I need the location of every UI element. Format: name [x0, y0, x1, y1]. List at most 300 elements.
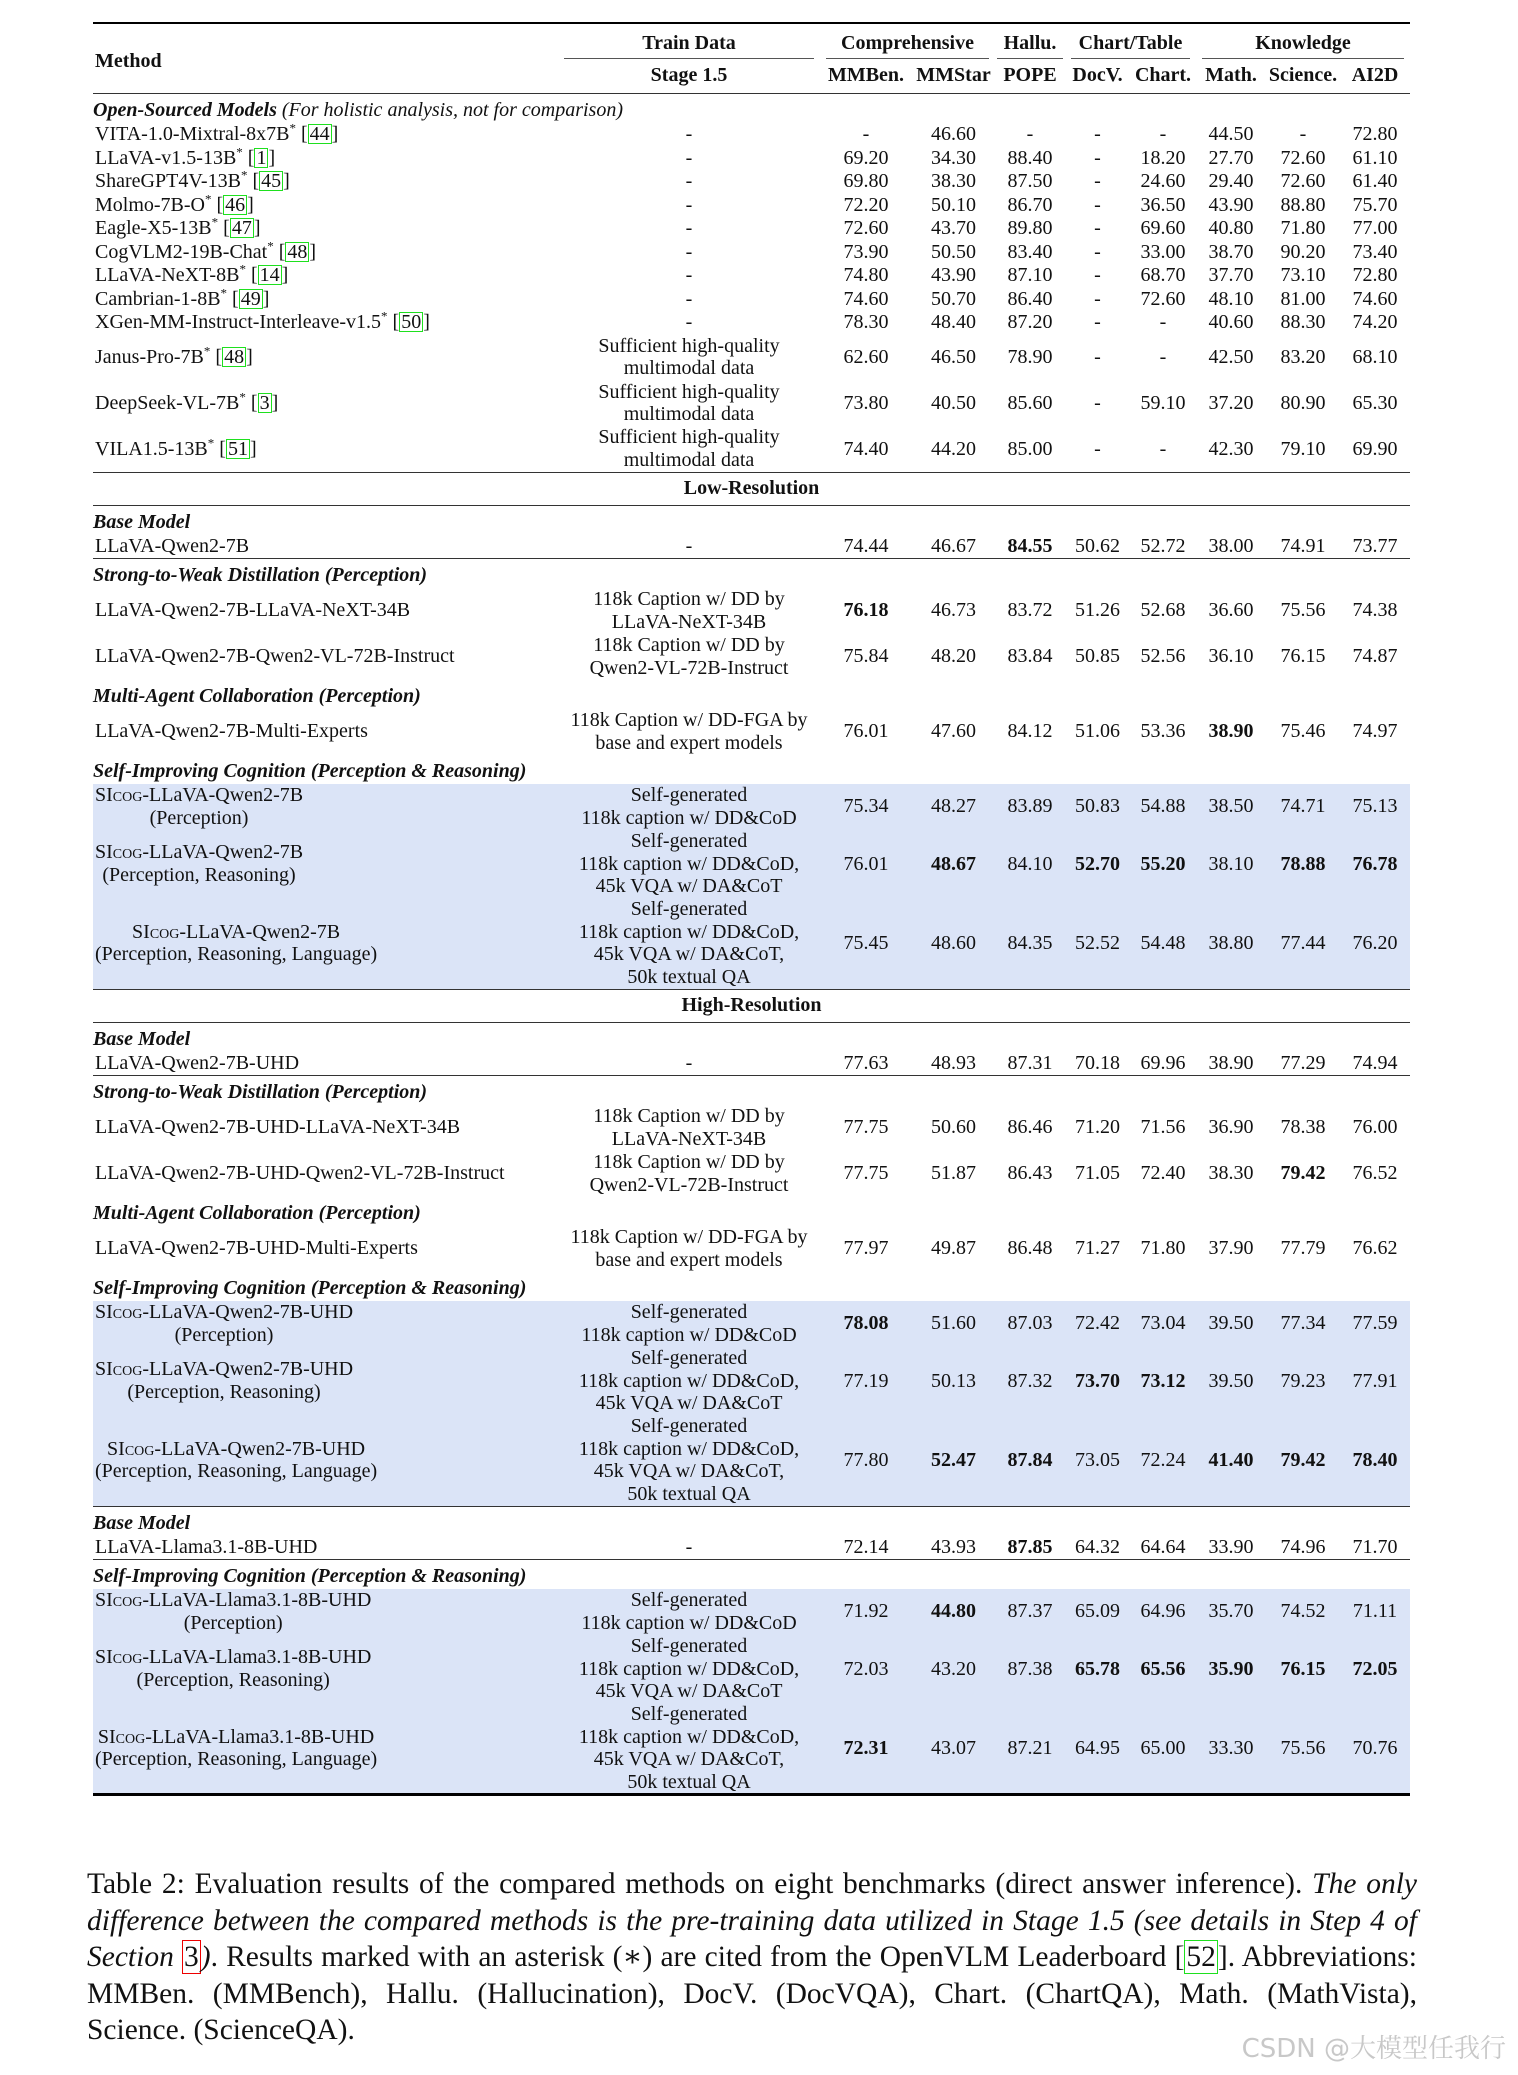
train-data-line: -: [685, 287, 693, 310]
score-mmben: 62.60: [843, 345, 889, 368]
method-name: [95, 438, 208, 461]
score-science: 90.20: [1280, 240, 1326, 263]
method-name-line: LLaVA-v1.5-13B: [95, 146, 237, 169]
score-mmstar: 48.40: [931, 311, 976, 333]
score-mmben: 72.14: [820, 1536, 912, 1560]
score-ai2d: 76.52: [1352, 1162, 1398, 1185]
score-math: 42.30: [1196, 426, 1266, 472]
train-data-line: 50k textual QA: [627, 965, 751, 988]
score-ai2d: 77.00: [1352, 217, 1398, 239]
score-math: 36.60: [1208, 599, 1254, 622]
table-row: [93, 334, 1410, 380]
score-mmstar: 43.20: [912, 1635, 995, 1704]
score-mmben: 74.44: [820, 535, 912, 559]
train-data-cell: [558, 193, 820, 217]
score-science: 79.42: [1266, 1415, 1340, 1506]
score-chart: 64.96: [1130, 1589, 1196, 1635]
group-title: Multi-Agent Collaboration (Perception): [93, 685, 421, 707]
method-variant: (Perception): [149, 806, 249, 829]
table-row: [93, 634, 1410, 680]
train-data-line: -: [685, 264, 693, 286]
score-docv: 50.85: [1075, 645, 1120, 668]
score-math: 38.90: [1208, 720, 1254, 743]
score-math: 41.40: [1196, 1415, 1266, 1506]
group-title: Strong-to-Weak Distillation (Perception): [93, 564, 428, 586]
score-docv: 50.62: [1065, 535, 1130, 559]
score-science: 78.38: [1280, 1116, 1326, 1139]
score-chart: 36.50: [1140, 193, 1186, 216]
group-title-row: [93, 93, 1410, 123]
score-pope: 83.72: [1007, 599, 1053, 622]
score-ai2d: 74.87: [1352, 645, 1398, 668]
score-mmben: 77.80: [820, 1415, 912, 1506]
score-docv: 73.70: [1065, 1347, 1130, 1416]
score-pope: 86.48: [1007, 1237, 1053, 1260]
train-data-line: 118k caption w/ DD&CoD: [581, 1611, 797, 1634]
column-header: MMBen.: [820, 59, 912, 94]
score-docv: 71.20: [1075, 1116, 1120, 1139]
group-title: Self-Improving Cognition (Perception & Reasoning): [93, 760, 527, 782]
table-row: [93, 426, 1410, 472]
score-docv: -: [1094, 217, 1101, 239]
train-data-line: 118k Caption w/ DD by: [593, 1105, 785, 1127]
score-science: 76.15: [1266, 1635, 1340, 1704]
citation-link[interactable]: 14: [259, 264, 280, 286]
score-science: 72.60: [1280, 170, 1326, 192]
train-data-line: Qwen2-VL-72B-Instruct: [589, 1173, 789, 1196]
score-mmstar: 48.60: [912, 898, 995, 989]
score-math: 38.80: [1196, 898, 1266, 989]
method-cell: [93, 709, 558, 755]
score-science: 83.20: [1280, 345, 1326, 368]
group-title-cell: [93, 1075, 1410, 1105]
score-mmben: 78.08: [820, 1301, 912, 1347]
method-name: [95, 264, 239, 287]
score-ai2d: 65.30: [1352, 391, 1398, 414]
method-name: [95, 123, 289, 146]
score-math: 40.80: [1208, 217, 1254, 239]
train-data-line: multimodal data: [623, 448, 755, 471]
train-data-cell: [558, 1347, 820, 1416]
sicog-smallcaps: cog: [112, 1301, 143, 1323]
train-data-line: 45k VQA w/ DA&CoT,: [593, 1460, 785, 1483]
method-name: [95, 1726, 377, 1771]
train-data-line: Sufficient high-quality: [598, 426, 780, 449]
score-pope: 87.50: [1007, 170, 1053, 192]
score-chart: 72.24: [1130, 1415, 1196, 1506]
method-cell: [93, 535, 558, 559]
score-mmstar: 50.60: [931, 1116, 976, 1139]
train-data-cell: [558, 311, 820, 335]
score-chart: -: [1159, 345, 1167, 368]
train-data-line: 118k caption w/ DD&CoD: [581, 806, 797, 829]
method-name-line: Molmo-7B-O: [95, 193, 205, 216]
table-row: [93, 1151, 1410, 1197]
method-cell: DeepSeek-VL-7B* [ 3 ]: [95, 389, 279, 414]
score-docv: 51.06: [1075, 720, 1120, 743]
group-title-row: [93, 558, 1410, 588]
score-ai2d: 61.10: [1352, 146, 1398, 169]
score-mmstar: 38.30: [931, 170, 976, 192]
score-mmstar: 48.67: [912, 830, 995, 899]
score-docv: 64.32: [1065, 1536, 1130, 1560]
train-data-line: 118k caption w/ DD&CoD,: [578, 1657, 800, 1680]
score-math: 38.50: [1196, 784, 1266, 830]
method-cell: Molmo-7B-O* [ 46 ]: [95, 190, 254, 216]
group-title: Self-Improving Cognition (Perception & Reasoning): [93, 1565, 527, 1587]
score-mmstar: 44.80: [912, 1589, 995, 1635]
score-pope: 85.00: [995, 426, 1065, 472]
sicog-smallcaps: cog: [124, 1437, 155, 1460]
asterisk-marker: *: [236, 143, 243, 159]
score-pope: 84.10: [995, 830, 1065, 899]
asterisk-marker: *: [203, 343, 211, 359]
train-data-line: -: [685, 123, 693, 145]
group-title-cell: [93, 1559, 1410, 1589]
method-name-line: XGen-MM-Instruct-Interleave-v1.5: [95, 311, 382, 333]
train-data-cell: [558, 123, 820, 147]
train-data-line: -: [685, 240, 693, 263]
score-mmben: 78.30: [843, 311, 889, 333]
method-name-line: SIcog-LLaVA-Llama3.1-8B-UHD: [97, 1725, 375, 1748]
score-pope: 87.03: [995, 1301, 1065, 1347]
method-cell: [93, 1415, 558, 1506]
section-band-row: [93, 989, 1410, 1022]
method-name: [95, 1052, 299, 1075]
table-row: [93, 1589, 1410, 1635]
method-name-line: SIcog-LLaVA-Llama3.1-8B-UHD: [95, 1589, 372, 1611]
train-data-line: 45k VQA w/ DA&CoT,: [593, 943, 785, 966]
train-data-line: multimodal data: [623, 403, 755, 425]
citation-link[interactable]: 44: [309, 123, 330, 145]
method-cell: [93, 784, 558, 830]
score-mmstar: 49.87: [931, 1237, 976, 1260]
method-cell: ShareGPT4V-13B* [ 45 ]: [95, 167, 290, 192]
train-data-cell: [558, 426, 820, 472]
train-data-line: base and expert models: [595, 731, 783, 754]
citation-link[interactable]: 45: [261, 170, 282, 192]
method-name: [95, 288, 221, 311]
method-name-line: LLaVA-Qwen2-7B-UHD: [95, 1051, 300, 1074]
citation-link[interactable]: 3: [259, 391, 270, 414]
train-data-cell: [558, 1703, 820, 1795]
method-cell: VITA-1.0-Mixtral-8x7B* [ 44 ]: [95, 120, 339, 145]
method-name-line: LLaVA-Qwen2-7B: [95, 534, 250, 557]
method-name: [95, 392, 239, 415]
score-mmben: 75.84: [843, 645, 889, 668]
score-chart: 52.56: [1140, 645, 1186, 668]
score-mmben: 71.92: [820, 1589, 912, 1635]
score-math: 43.90: [1208, 193, 1254, 216]
group-title-cell: [93, 680, 1410, 709]
score-docv: -: [1094, 170, 1101, 192]
citation-link[interactable]: 49: [240, 287, 261, 310]
score-science: 74.96: [1266, 1536, 1340, 1560]
score-mmstar: 40.50: [931, 391, 976, 414]
score-chart: 18.20: [1140, 146, 1186, 169]
score-science: 77.29: [1266, 1052, 1340, 1076]
score-pope: 84.55: [995, 535, 1065, 559]
table-header: [93, 23, 1410, 93]
method-name-line: Janus-Pro-7B: [95, 345, 204, 368]
table-row: [93, 1536, 1410, 1560]
score-math: 35.90: [1196, 1635, 1266, 1704]
method-name-line: DeepSeek-VL-7B: [95, 391, 240, 414]
citation-link[interactable]: 52: [1186, 1941, 1216, 1973]
score-math: 38.00: [1196, 535, 1266, 559]
method-cell: XGen-MM-Instruct-Interleave-v1.5* [ 50 ]: [95, 308, 430, 333]
group-title-row: [93, 680, 1410, 709]
train-data-line: 45k VQA w/ DA&CoT: [595, 875, 783, 897]
table-caption: [87, 1866, 1417, 2049]
train-data-cell: [558, 1301, 820, 1347]
column-header: Math.: [1196, 59, 1266, 94]
train-data-cell: [558, 1052, 820, 1076]
train-data-line: -: [685, 193, 693, 216]
score-pope: 87.31: [995, 1052, 1065, 1076]
group-title-cell: [93, 93, 1410, 123]
method-name-line: VILA1.5-13B: [95, 437, 208, 460]
score-pope: 83.89: [995, 784, 1065, 830]
score-mmstar: 50.13: [912, 1347, 995, 1416]
train-data-line: Self-generated: [630, 898, 748, 921]
train-data-cell: [558, 1226, 820, 1272]
asterisk-marker: *: [239, 261, 246, 277]
method-variant: (Perception, Reasoning, Language): [95, 943, 378, 966]
train-data-cell: [558, 1415, 820, 1506]
score-pope: 86.70: [1007, 193, 1053, 216]
score-docv: -: [1094, 311, 1101, 333]
group-header-hallu: [995, 23, 1065, 59]
score-chart: 54.48: [1130, 898, 1196, 989]
score-science: 74.71: [1266, 784, 1340, 830]
score-docv: -: [1094, 391, 1101, 414]
method-cell: LLaVA-v1.5-13B* [ 1 ]: [95, 143, 276, 169]
score-chart: 24.60: [1140, 170, 1186, 192]
method-name: [95, 346, 204, 369]
group-title-row: [93, 1506, 1410, 1536]
train-data-cell: [558, 287, 820, 311]
table-row: [93, 217, 1410, 241]
group-header-label: Knowledge: [1202, 32, 1404, 59]
score-math: 37.70: [1208, 264, 1254, 286]
citation-link[interactable]: 51: [227, 437, 248, 460]
score-math: 38.70: [1208, 240, 1254, 263]
score-mmstar: 48.20: [931, 645, 976, 668]
train-data-line: 118k caption w/ DD&CoD,: [578, 1369, 800, 1392]
group-title-cell: [93, 505, 1410, 535]
score-docv: 71.05: [1075, 1162, 1120, 1185]
score-science: 81.00: [1280, 287, 1326, 310]
sicog-smallcaps: cog: [115, 1725, 146, 1748]
score-pope: 87.32: [995, 1347, 1065, 1416]
method-name-line: LLaVA-Qwen2-7B-UHD-Multi-Experts: [95, 1237, 418, 1260]
section-band-row: [93, 472, 1410, 505]
method-name-line: SIcog-LLaVA-Qwen2-7B-UHD: [95, 1358, 354, 1381]
group-title: Base Model: [93, 1512, 191, 1534]
method-name: [95, 1301, 353, 1346]
score-mmben: 74.60: [843, 287, 889, 310]
train-data-cell: [558, 264, 820, 288]
score-docv: -: [1094, 345, 1101, 368]
method-name-line: SIcog-LLaVA-Qwen2-7B: [132, 920, 341, 943]
score-ai2d: 71.70: [1340, 1536, 1410, 1560]
citation-link[interactable]: 1: [256, 146, 267, 169]
train-data-line: Self-generated: [630, 1635, 748, 1657]
stage-header: Stage 1.5: [558, 59, 820, 94]
method-name-line: Cambrian-1-8B: [95, 287, 221, 310]
table-row: [93, 311, 1410, 335]
train-data-line: Self-generated: [630, 1589, 748, 1611]
table-row: [93, 1105, 1410, 1151]
score-science: 77.34: [1266, 1301, 1340, 1347]
table-row: [93, 240, 1410, 264]
train-data-line: 118k Caption w/ DD-FGA by: [570, 709, 808, 731]
train-data-cell: [558, 634, 820, 680]
score-pope: 85.60: [1007, 391, 1053, 414]
score-mmben: 76.01: [820, 830, 912, 899]
section-reference-link[interactable]: 3: [183, 1941, 199, 1973]
score-mmstar: 43.93: [912, 1536, 995, 1560]
group-title-row: [93, 505, 1410, 535]
method-name: [95, 1646, 371, 1691]
group-title-row: [93, 755, 1410, 784]
method-name: [95, 784, 303, 829]
citation-link[interactable]: 50: [401, 311, 422, 333]
score-pope: 86.43: [1007, 1162, 1053, 1185]
train-data-line: 118k Caption w/ DD by: [593, 588, 785, 610]
score-science: 71.80: [1280, 217, 1326, 239]
score-mmstar: 43.70: [931, 217, 976, 239]
score-chart: -: [1130, 426, 1196, 472]
score-chart: 72.60: [1140, 287, 1186, 310]
method-name-line: LLaVA-Qwen2-7B-Multi-Experts: [95, 720, 368, 743]
score-pope: 84.35: [995, 898, 1065, 989]
method-name: [95, 147, 236, 170]
score-mmben: 76.18: [843, 599, 889, 622]
score-docv: 52.70: [1065, 830, 1130, 899]
score-ai2d: 73.77: [1340, 535, 1410, 559]
score-pope: 87.85: [995, 1536, 1065, 1560]
method-name: [95, 1589, 371, 1634]
score-ai2d: 74.97: [1352, 720, 1398, 743]
sicog-smallcaps: cog: [149, 920, 180, 943]
score-chart: 71.56: [1140, 1116, 1186, 1139]
group-title-cell: [93, 558, 1410, 588]
score-science: 88.80: [1280, 193, 1326, 216]
method-cell: CogVLM2-19B-Chat* [ 48 ]: [95, 237, 317, 263]
score-math: 38.90: [1196, 1052, 1266, 1076]
citation-link[interactable]: 46: [225, 193, 246, 216]
score-mmben: 72.03: [820, 1635, 912, 1704]
train-data-cell: [558, 1151, 820, 1197]
method-name-line: SIcog-LLaVA-Qwen2-7B-UHD: [95, 1301, 354, 1323]
column-header: MMStar: [912, 59, 995, 94]
caption-italic-text: The only difference between the compared methods is the pre-training data utilized in Stage 1.5 (see details in Step 4 of Section: [87, 1868, 1417, 1973]
column-header: Chart.: [1130, 59, 1196, 94]
caption-text: . Results marked with an asterisk (∗) are cited from the OpenVLM Leaderboard [: [210, 1941, 1185, 1973]
train-data-cell: [558, 709, 820, 755]
score-mmben: 74.80: [843, 264, 889, 286]
method-name-line: ShareGPT4V-13B: [95, 170, 241, 192]
train-data-header-label: Train Data: [564, 32, 814, 59]
method-name: [95, 194, 205, 217]
score-science: 79.23: [1266, 1347, 1340, 1416]
train-data-line: Self-generated: [630, 1415, 748, 1438]
train-data-cell: [558, 1105, 820, 1151]
score-ai2d: 77.91: [1340, 1347, 1410, 1416]
score-chart: 64.64: [1130, 1536, 1196, 1560]
score-pope: 84.12: [1007, 720, 1053, 743]
score-docv: -: [1094, 240, 1101, 263]
score-ai2d: 75.70: [1352, 193, 1398, 216]
score-mmstar: 46.67: [912, 535, 995, 559]
score-science: 79.42: [1280, 1162, 1326, 1185]
group-title-cell: [93, 1022, 1410, 1052]
method-cell: [93, 1226, 558, 1272]
asterisk-marker: *: [220, 284, 228, 300]
score-mmben: 77.63: [820, 1052, 912, 1076]
method-name: [95, 1116, 460, 1139]
method-name: [95, 599, 410, 622]
score-mmstar: 51.60: [912, 1301, 995, 1347]
train-data-line: multimodal data: [623, 357, 755, 379]
score-ai2d: 69.90: [1340, 426, 1410, 472]
group-title: Base Model: [93, 511, 191, 533]
table-row: [93, 1703, 1410, 1795]
table-row: [93, 287, 1410, 311]
group-header-label: Hallu.: [997, 32, 1063, 59]
method-cell: [93, 1589, 558, 1635]
score-science: 76.15: [1280, 645, 1326, 668]
train-data-line: 118k caption w/ DD&CoD,: [578, 1437, 800, 1460]
score-mmstar: 46.60: [931, 123, 976, 145]
train-data-line: -: [685, 1051, 693, 1074]
score-math: 29.40: [1208, 170, 1254, 192]
train-data-cell: [558, 240, 820, 264]
score-ai2d: 78.40: [1340, 1415, 1410, 1506]
score-mmstar: 46.73: [931, 599, 976, 622]
score-mmben: 77.97: [843, 1237, 889, 1260]
score-ai2d: 76.62: [1352, 1237, 1398, 1260]
group-title: Strong-to-Weak Distillation (Perception): [93, 1081, 428, 1103]
score-mmstar: 51.87: [931, 1162, 976, 1185]
group-title: Open-Sourced Models: [93, 99, 277, 121]
score-math: 42.50: [1208, 345, 1254, 368]
train-data-cell: [558, 535, 820, 559]
score-mmstar: 46.50: [931, 345, 976, 368]
score-docv: -: [1094, 123, 1101, 145]
method-cell: [93, 1105, 558, 1151]
method-cell: [93, 830, 558, 899]
train-data-cell: [558, 146, 820, 170]
method-cell: [93, 1301, 558, 1347]
caption-text: Table 2: Evaluation results of the compared methods on eight benchmarks (direct answer inference).: [87, 1868, 1313, 1900]
table-row: [93, 1226, 1410, 1272]
train-data-line: 45k VQA w/ DA&CoT: [595, 1392, 783, 1414]
citation-link[interactable]: 47: [231, 217, 252, 239]
train-data-line: 118k caption w/ DD&CoD,: [578, 852, 800, 875]
citation-link[interactable]: 48: [224, 345, 245, 368]
table-row: [93, 898, 1410, 989]
citation-link[interactable]: 48: [287, 240, 308, 263]
method-name-line: SIcog-LLaVA-Qwen2-7B: [95, 841, 304, 864]
score-mmben: 73.80: [843, 391, 889, 414]
table-row: [93, 1347, 1410, 1416]
method-name: [95, 1162, 505, 1185]
method-cell: [93, 1703, 558, 1795]
score-pope: -: [1026, 123, 1034, 145]
